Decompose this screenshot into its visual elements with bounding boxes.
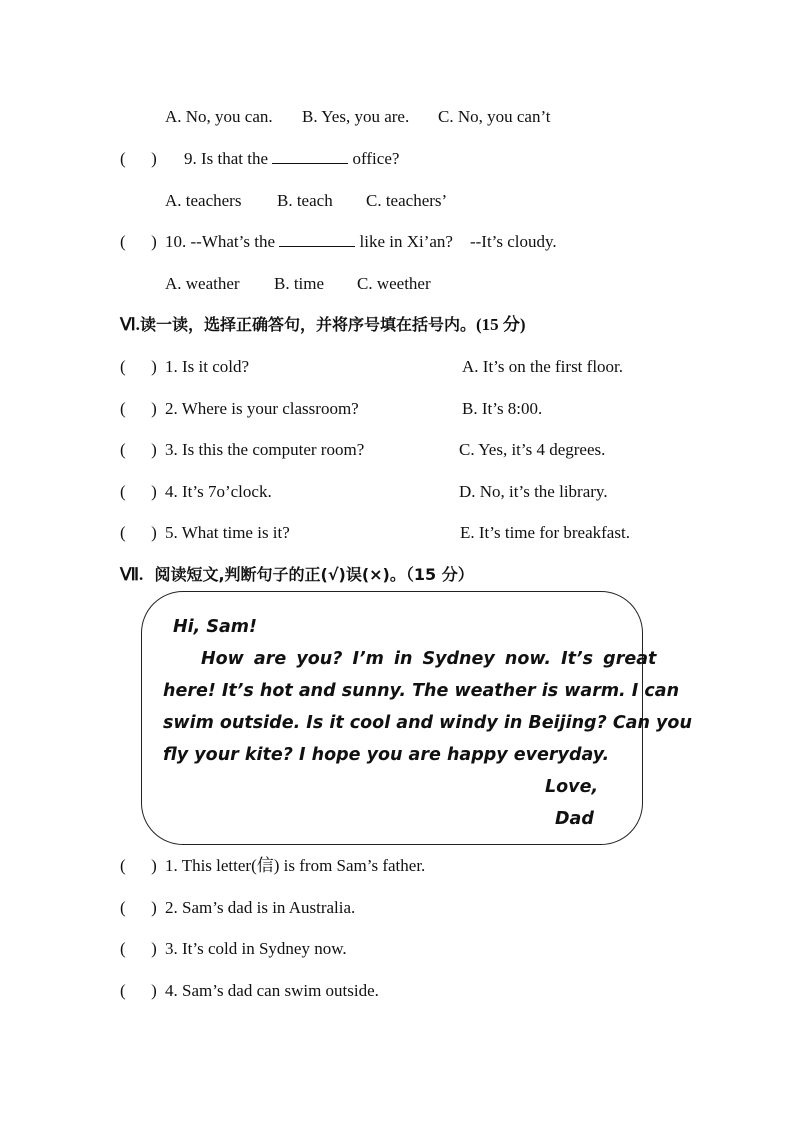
section6-title: 读一读，选择正确答句，并将序号填在括号内。	[139, 315, 476, 334]
q8-option-a: A. No, you can.	[165, 107, 273, 126]
q9-answer-paren[interactable]: ( )	[120, 149, 157, 168]
q8-option-c: C. No, you can’t	[438, 107, 551, 126]
s6-answer-d: D. No, it’s the library.	[459, 482, 608, 501]
s6-answer-c: C. Yes, it’s 4 degrees.	[459, 440, 606, 459]
s6-item3-question: 3. Is this the computer room?	[165, 440, 365, 459]
section6-heading	[120, 314, 526, 336]
s7-item4-paren[interactable]: ( )	[120, 981, 157, 1000]
s6-item4-paren[interactable]: ( )	[120, 482, 157, 501]
q10-fill-blank[interactable]	[279, 232, 355, 247]
s6-item2-paren[interactable]: ( )	[120, 399, 157, 418]
q9-text-after: office?	[352, 149, 400, 168]
q10-option-c: C. weether	[357, 274, 431, 293]
s6-item4-question: 4. It’s 7o’clock.	[165, 482, 272, 501]
section7-heading	[120, 564, 474, 586]
letter-line-1: How are you? I’m in Sydney now. It’s great	[201, 649, 657, 669]
q8-option-b: B. Yes, you are.	[302, 107, 410, 126]
letter-greeting: Hi, Sam!	[173, 617, 258, 637]
q10-question	[165, 232, 557, 252]
s7-item4-statement: 4. Sam’s dad can swim outside.	[165, 981, 379, 1000]
q10-text-before: 10. --What’s the	[165, 232, 275, 251]
letter-signature: Dad	[555, 809, 594, 829]
q9-fill-blank[interactable]	[272, 149, 348, 164]
s7-item3-paren[interactable]: ( )	[120, 939, 157, 958]
s6-answer-b: B. It’s 8:00.	[462, 399, 543, 418]
q9-option-a: A. teachers	[165, 191, 242, 210]
section7-title: 阅读短文,判断句子的正(√)误(×)。	[154, 565, 406, 584]
s7-item2-paren[interactable]: ( )	[120, 898, 157, 917]
q10-answer-paren[interactable]: ( )	[120, 232, 157, 251]
q9-option-c: C. teachers’	[366, 191, 448, 210]
q9-text-before: 9. Is that the	[184, 149, 269, 168]
section7-score: （15 分）	[405, 565, 474, 584]
s6-item3-paren[interactable]: ( )	[120, 440, 157, 459]
letter-line-2: here! It’s hot and sunny. The weather is warm. I can	[163, 681, 680, 701]
s6-item1-question: 1. Is it cold?	[165, 357, 250, 376]
q10-option-b: B. time	[274, 274, 325, 293]
letter-line-3: swim outside. Is it cool and windy in Beijing? Can you	[163, 713, 692, 733]
q9-question	[184, 149, 399, 169]
s6-answer-a: A. It’s on the first floor.	[462, 357, 624, 376]
s7-item2-statement: 2. Sam’s dad is in Australia.	[165, 898, 356, 917]
section6-score: (15 分)	[475, 315, 526, 334]
letter-closing: Love,	[545, 777, 599, 797]
s6-item1-paren[interactable]: ( )	[120, 357, 157, 376]
q10-text-after: like in Xi’an? --It’s cloudy.	[359, 232, 557, 251]
letter-line-4: fly your kite? I hope you are happy everyday.	[163, 745, 610, 765]
section6-numeral: Ⅵ.	[120, 315, 140, 334]
s7-item1-statement: 1. This letter(信) is from Sam’s father.	[165, 856, 426, 875]
s7-item1-paren[interactable]: ( )	[120, 856, 157, 875]
q9-option-b: B. teach	[277, 191, 333, 210]
s6-answer-e: E. It’s time for breakfast.	[460, 523, 630, 542]
section7-numeral: Ⅶ.	[120, 565, 144, 584]
q10-option-a: A. weather	[165, 274, 240, 293]
s6-item2-question: 2. Where is your classroom?	[165, 399, 359, 418]
s6-item5-question: 5. What time is it?	[165, 523, 290, 542]
s6-item5-paren[interactable]: ( )	[120, 523, 157, 542]
s7-item3-statement: 3. It’s cold in Sydney now.	[165, 939, 347, 958]
